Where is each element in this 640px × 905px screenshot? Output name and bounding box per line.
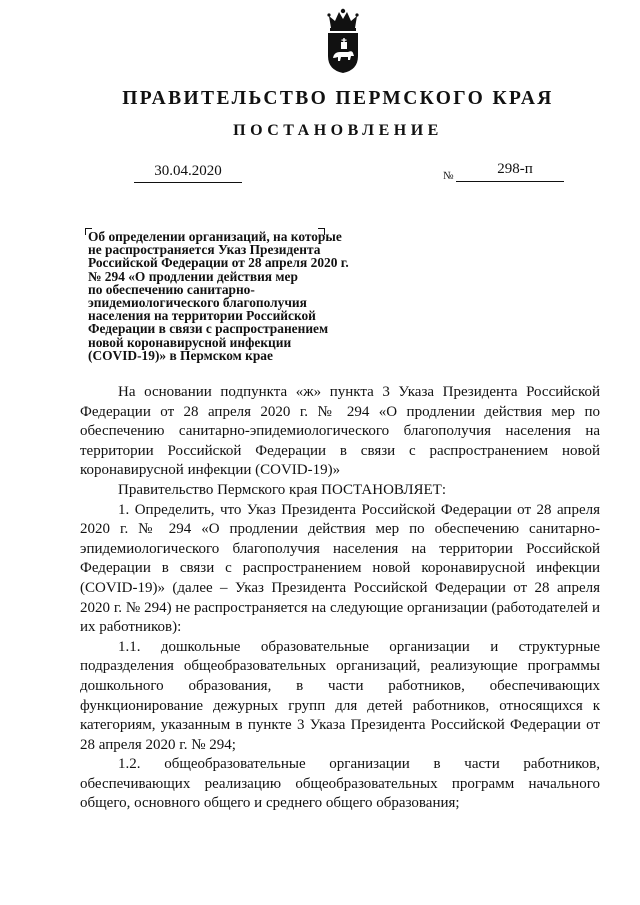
subject-line: Об определении организаций, на которые [88, 229, 342, 244]
number-underline [456, 181, 564, 182]
number-field [456, 161, 564, 182]
subject-line: новой коронавирусной инфекции [88, 334, 292, 350]
date-underline [134, 182, 242, 183]
resolution-clause: Правительство Пермского края ПОСТАНОВЛЯЕТ: [118, 481, 447, 498]
date-field [134, 163, 242, 183]
subject-line: по обеспечению санитарно- [88, 281, 255, 297]
clause-1-2: 1.2. общеобразовательные организации в части работников, обеспечивающих реализацию общеобразовательных программ начального общего, основного общего и среднего общего образования; [80, 756, 600, 812]
subject-line: № 294 «О продлении действия мер [88, 268, 298, 284]
government-title: ПРАВИТЕЛЬСТВО ПЕРМСКОГО КРАЯ [122, 88, 554, 109]
subject-line: эпидемиологического благополучия [88, 295, 307, 311]
subject-line: Федерации в связи с распространением [88, 321, 329, 337]
subject-line: населения на территории Российской [88, 308, 316, 324]
document-body [80, 383, 600, 814]
document-number: 298-п [497, 161, 533, 177]
subject-line: Российской Федерации от 28 апреля 2020 г. [88, 255, 349, 271]
subject-line: не распространяется Указ Президента [88, 242, 321, 258]
subject-line: (COVID-19)» в Пермском крае [88, 347, 273, 363]
clause-1: 1. Определить, что Указ Президента Российской Федерации от 28 апреля 2020 г. № 294 «О продлении действия мер по обеспечению санитарно-эпидемиологического благополучия населения на территории Российской Федерации в связи с распространением новой коронавирусной инфекции (COVID-19)» (далее – Указ Президента Российской Федерации от 28 апреля 2020 г. № 294) не распространяется на следующие организации (работодателей и их работников): [80, 501, 600, 636]
document-subject [88, 230, 398, 362]
preamble-paragraph: На основании подпункта «ж» пункта 3 Указа Президента Российской Федерации от 28 апреля 2020 г. № 294 «О продлении действия мер по обеспечению санитарно-эпидемиологического благополучия населения на территории Российской Федерации в связи с распространением новой коронавирусной инфекции (COVID-19)» [80, 384, 600, 479]
document-type: ПОСТАНОВЛЕНИЕ [233, 122, 443, 139]
coat-of-arms-icon [322, 8, 364, 74]
clause-1-1: 1.1. дошкольные образовательные организации и структурные подразделения общеобразовательных организаций, реализующие программы дошкольного образования, в части работников, обеспечивающих функционирование дежурных групп для детей работников, относящихся к категориям, указанным в пункте 3 Указа Президента Российской Федерации от 28 апреля 2020 г. № 294; [80, 638, 600, 753]
number-sign: № [443, 170, 454, 182]
document-date: 30.04.2020 [154, 163, 222, 179]
